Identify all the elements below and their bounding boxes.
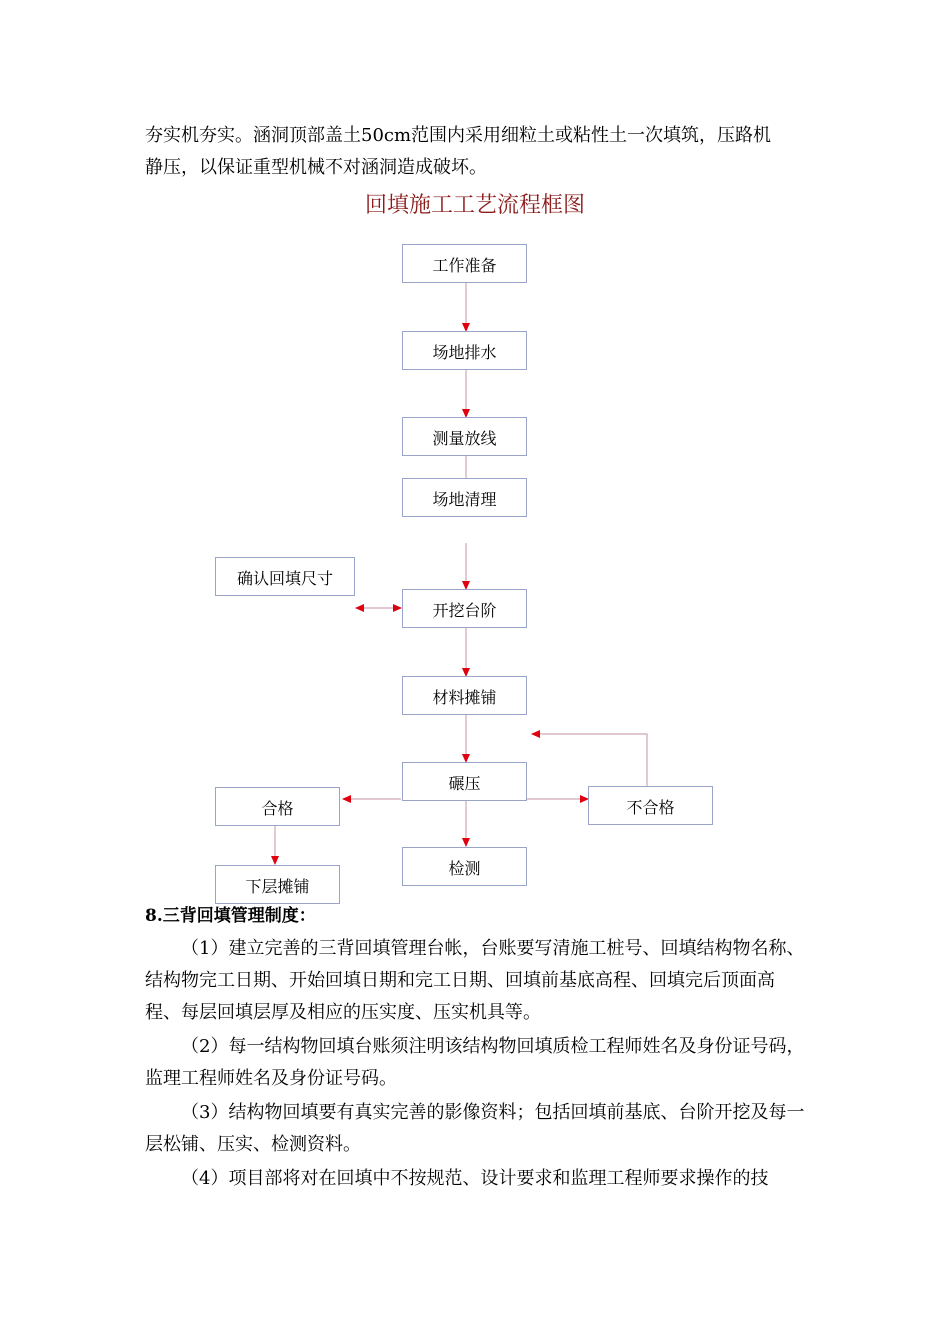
node-spread: 材料摊铺 [402,676,527,715]
section-paragraph-4: （4）项目部将对在回填中不按规范、设计要求和监理工程师要求操作的技 [181,1168,769,1189]
connector-fail-return [532,734,647,786]
node-drainage: 场地排水 [402,331,527,370]
section-heading: 8.三背回填管理制度： [145,906,316,926]
node-inspect: 检测 [402,847,527,886]
node-next-layer: 下层摊铺 [215,865,340,904]
node-prepare: 工作准备 [402,244,527,283]
flowchart-title: 回填施工工艺流程框图 [364,193,585,218]
section-paragraph-3: （3）结构物回填要有真实完善的影像资料；包括回填前基底、台阶开挖及每一层松铺、压实、检测资料。 [145,1102,805,1155]
section-paragraph-1: （1）建立完善的三背回填管理台帐，台账要写清施工桩号、回填结构物名称、结构物完工日期、开始回填日期和完工日期、回填前基底高程、回填完后顶面高程、每层回填层厚及相应的压实度、压实机具等。 [145,938,805,1023]
node-fail: 不合格 [588,786,713,825]
node-pass: 合格 [215,787,340,826]
node-compact: 碾压 [402,762,527,801]
node-survey: 测量放线 [402,417,527,456]
intro-line-2: 静压，以保证重型机械不对涵洞造成破坏。 [145,157,487,178]
node-excavate: 开挖台阶 [402,589,527,628]
node-clearing: 场地清理 [402,478,527,517]
intro-line-1: 夯实机夯实。涵洞顶部盖土50cm范围内采用细粒土或粘性土一次填筑，压路机 [145,125,772,146]
section-paragraph-2: （2）每一结构物回填台账须注明该结构物回填质检工程师姓名及身份证号码，监理工程师姓名及身份证号码。 [145,1036,805,1089]
node-confirm: 确认回填尺寸 [215,557,355,596]
